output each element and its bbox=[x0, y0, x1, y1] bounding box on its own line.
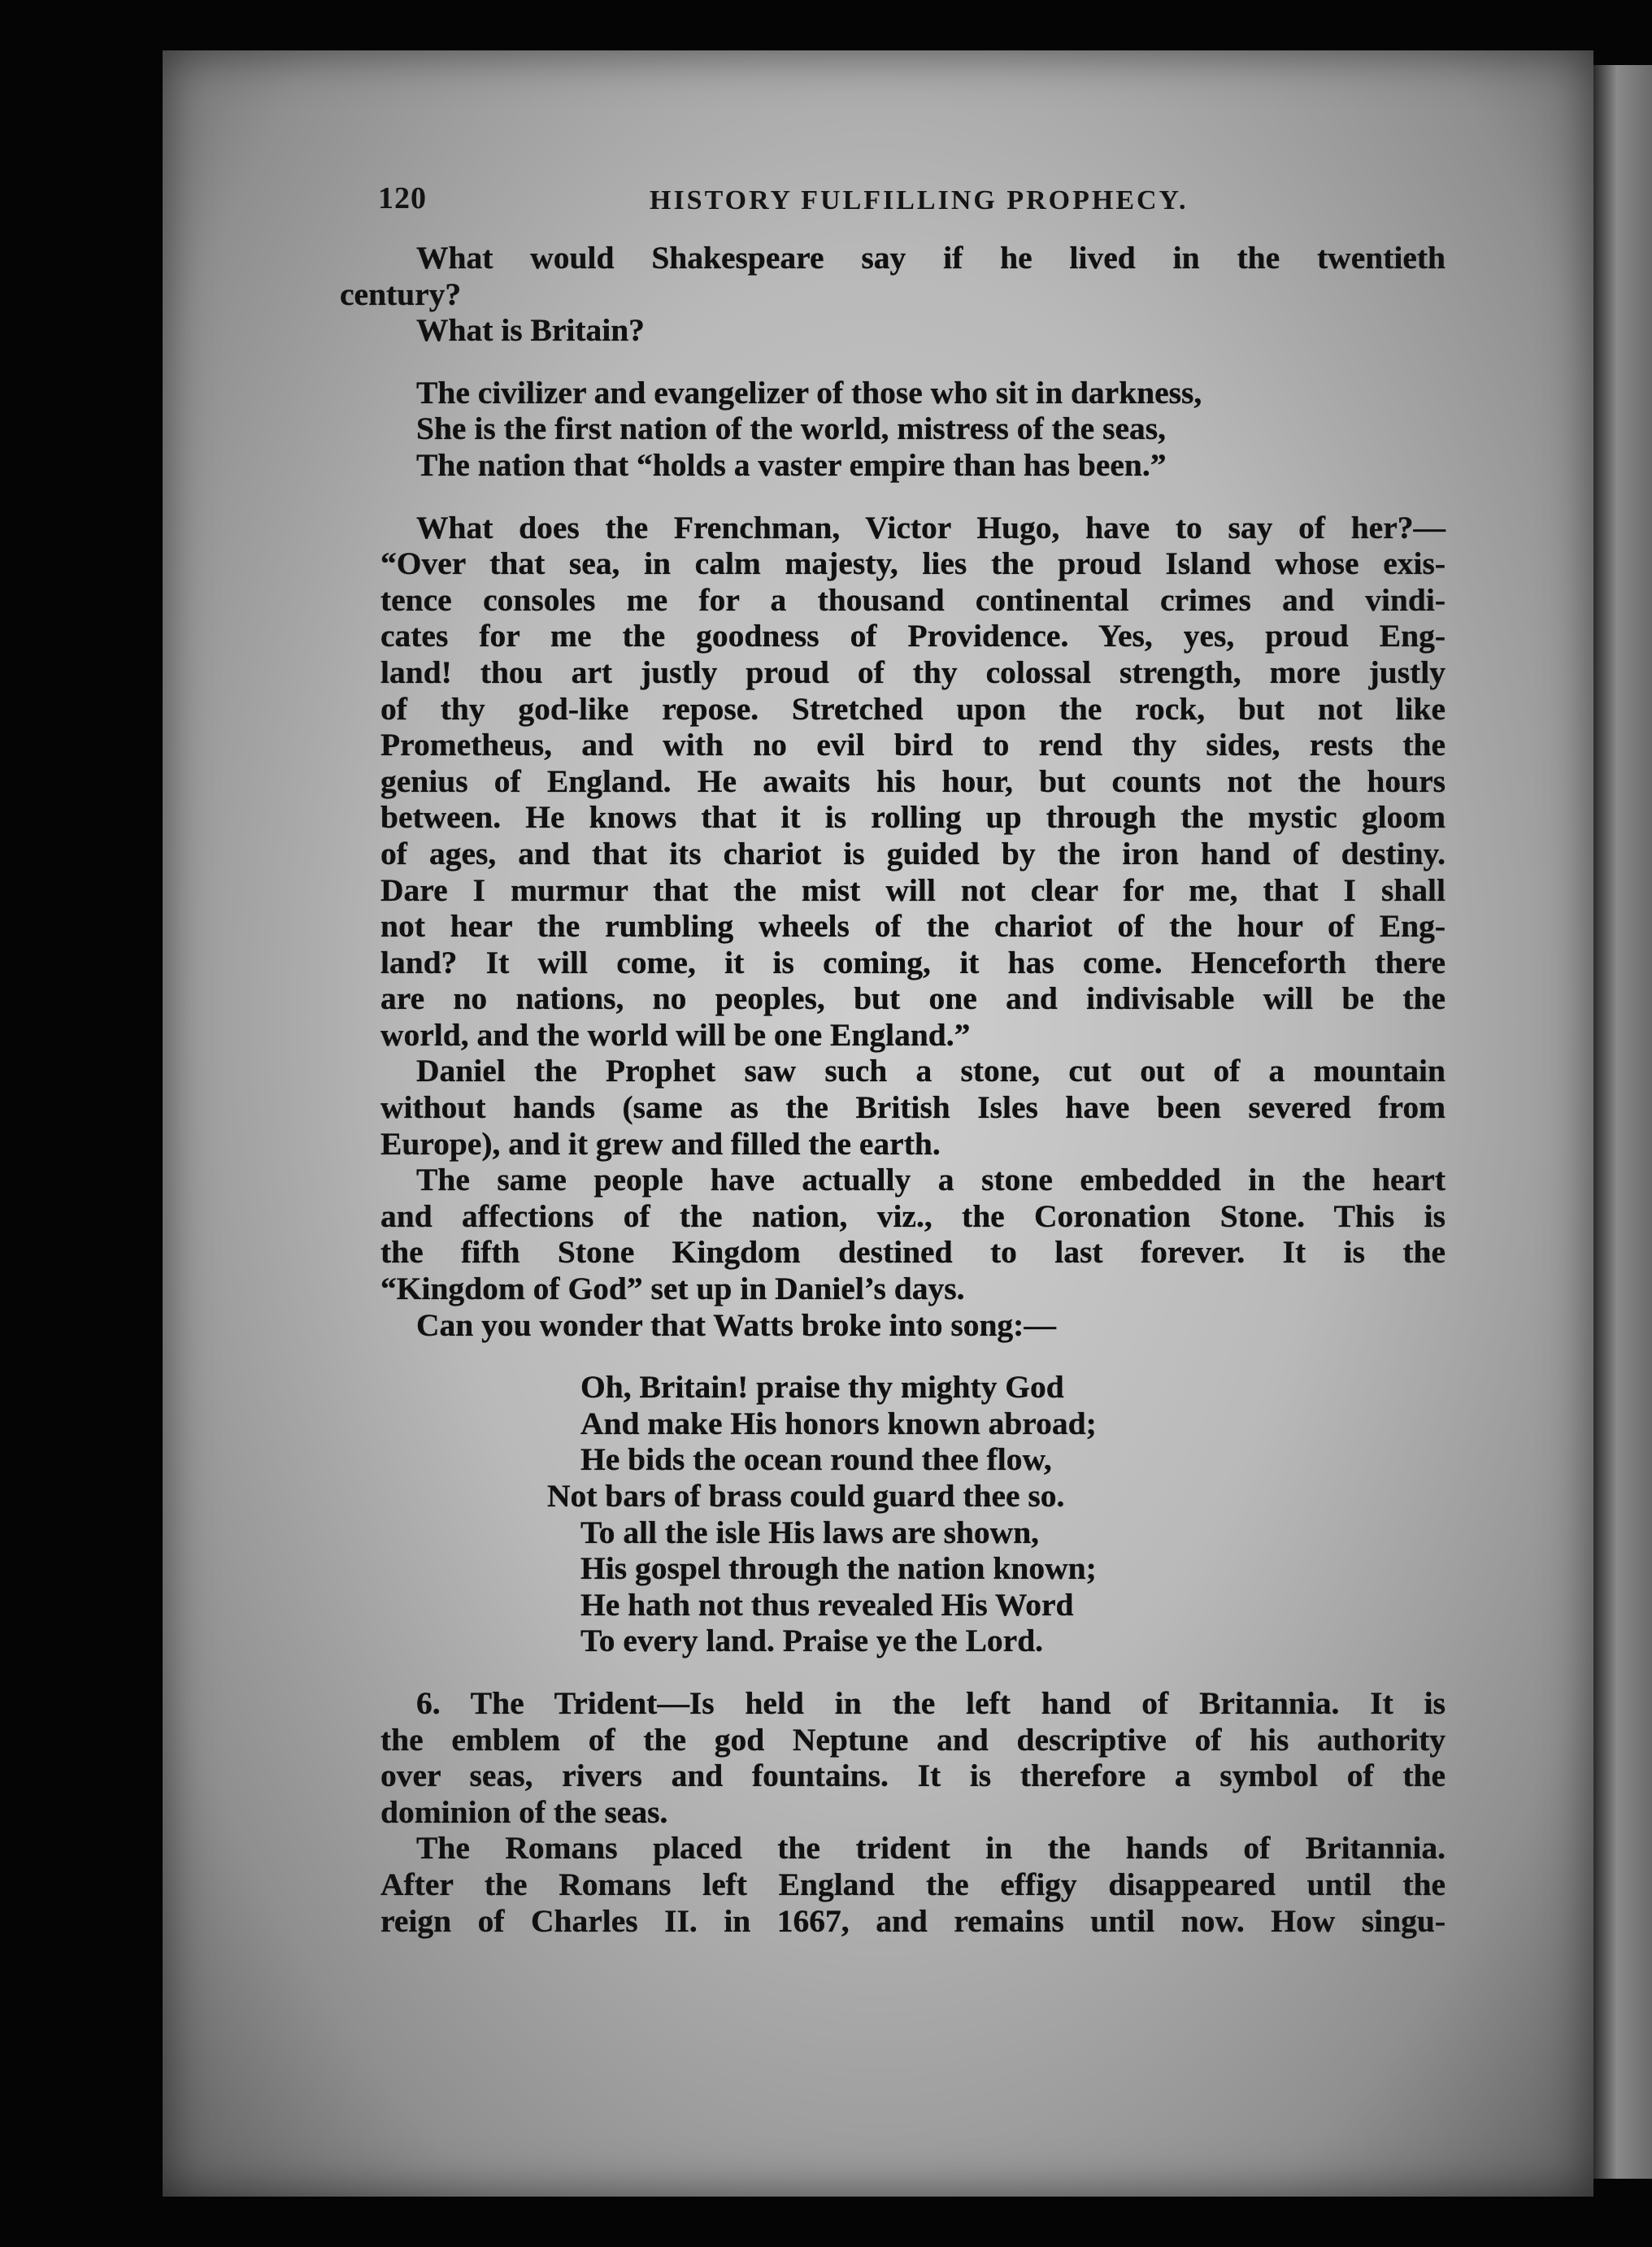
verse-line: To all the isle His laws are shown, bbox=[580, 1514, 1040, 1550]
spacer bbox=[340, 349, 1446, 375]
text-line bbox=[340, 1685, 1446, 1722]
page-body bbox=[340, 240, 1446, 1939]
text-line: “Over that sea, in calm majesty, lies the proud Island whose exis- bbox=[380, 545, 1446, 582]
text-line: genius of England. He awaits his hour, but counts not the hours bbox=[380, 763, 1446, 799]
page-number: 120 bbox=[378, 181, 427, 215]
text-line: of thy god-like repose. Stretched upon the rock, but not like bbox=[380, 690, 1446, 727]
text-line: The Romans placed the trident in the hands of Britannia. bbox=[416, 1830, 1446, 1867]
text-line: What would Shakespeare say if he lived in the twentieth bbox=[416, 240, 1446, 276]
text-line: dominion of the seas. bbox=[380, 1793, 668, 1830]
text-line: world, and the world will be one England.” bbox=[380, 1016, 971, 1053]
section-heading: 6. The Trident bbox=[416, 1684, 658, 1721]
spacer bbox=[340, 1343, 1446, 1369]
quote-line: The civilizer and evangelizer of those who sit in darkness, bbox=[416, 374, 1202, 411]
text-line: Europe), and it grew and filled the earth. bbox=[380, 1125, 941, 1162]
verse-line: Not bars of brass could guard thee so. bbox=[547, 1478, 1065, 1514]
text-line: the fifth Stone Kingdom destined to last forever. It is the bbox=[380, 1234, 1446, 1271]
text-line: What is Britain? bbox=[416, 312, 645, 349]
page-header bbox=[378, 180, 1516, 229]
text-line: Prometheus, and with no evil bird to rend thy sides, rests the bbox=[380, 727, 1446, 763]
text-line: of ages, and that its chariot is guided by the iron hand of destiny. bbox=[380, 835, 1446, 871]
text-line: land? It will come, it is coming, it has come. Henceforth there bbox=[380, 944, 1446, 980]
section-text: —Is held in the left hand of Britannia. It is bbox=[657, 1684, 1446, 1721]
verse bbox=[340, 1369, 1446, 1659]
text-line: tence consoles me for a thousand continental crimes and vindi- bbox=[380, 581, 1446, 618]
text-line: are no nations, no peoples, but one and indivisable will be the bbox=[380, 980, 1446, 1017]
text-line: The same people have actually a stone embedded in the heart bbox=[416, 1162, 1446, 1198]
verse-line: And make His honors known abroad; bbox=[580, 1405, 1097, 1441]
verse-line: Oh, Britain! praise thy mighty God bbox=[580, 1369, 1064, 1406]
text-line: reign of Charles II. in 1667, and remains until now. How singu- bbox=[380, 1902, 1446, 1939]
text-line: What does the Frenchman, Victor Hugo, have to say of her?— bbox=[416, 509, 1446, 545]
text-line: Can you wonder that Watts broke into song:— bbox=[416, 1306, 1056, 1343]
running-title: HISTORY FULFILLING PROPHECY. bbox=[650, 185, 1189, 215]
text-line: land! thou art justly proud of thy colossal strength, more justly bbox=[380, 654, 1446, 690]
verse-line: He hath not thus revealed His Word bbox=[580, 1586, 1074, 1623]
text-line: over seas, rivers and fountains. It is therefore a symbol of the bbox=[380, 1758, 1446, 1794]
adjacent-page-edge bbox=[1593, 65, 1652, 2179]
spacer bbox=[340, 484, 1446, 510]
text-line: between. He knows that it is rolling up through the mystic gloom bbox=[380, 799, 1446, 836]
text-line: “Kingdom of God” set up in Daniel’s days. bbox=[380, 1271, 965, 1307]
verse-line: His gospel through the nation known; bbox=[580, 1550, 1097, 1587]
text-line: cates for me the goodness of Providence. Yes, yes, proud Eng- bbox=[380, 618, 1446, 654]
verse-line: To every land. Praise ye the Lord. bbox=[580, 1623, 1044, 1659]
text-line: and affections of the nation, viz., the Coronation Stone. This is bbox=[380, 1197, 1446, 1234]
text-line: the emblem of the god Neptune and descriptive of his authority bbox=[380, 1721, 1446, 1758]
verse-line: He bids the ocean round thee flow, bbox=[580, 1441, 1052, 1478]
text-line: Daniel the Prophet saw such a stone, cut out of a mountain bbox=[416, 1053, 1446, 1089]
quote-line: The nation that “holds a vaster empire than has been.” bbox=[416, 446, 1167, 483]
text-line: Dare I murmur that the mist will not clear for me, that I shall bbox=[380, 871, 1446, 908]
quote-line: She is the first nation of the world, mistress of the seas, bbox=[416, 411, 1166, 447]
text-line: century? bbox=[340, 276, 462, 312]
spacer bbox=[340, 1659, 1446, 1685]
text-line: not hear the rumbling wheels of the chariot of the hour of Eng- bbox=[380, 908, 1446, 945]
text-line: After the Romans left England the effigy disappeared until the bbox=[380, 1866, 1446, 1902]
text-line: without hands (same as the British Isles have been severed from bbox=[380, 1089, 1446, 1126]
